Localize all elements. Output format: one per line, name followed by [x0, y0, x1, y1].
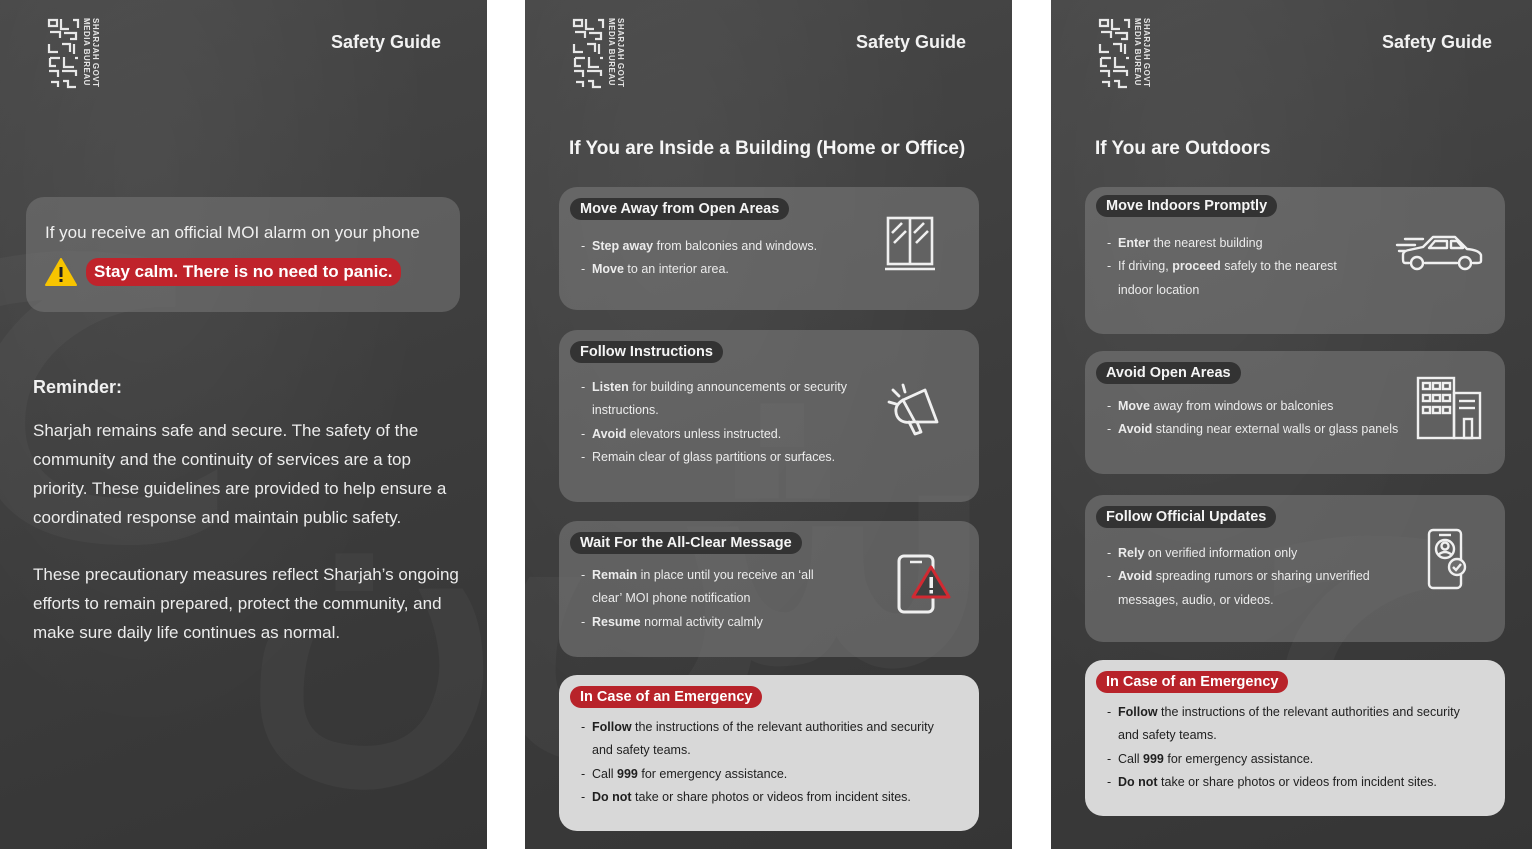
reminder-paragraph: These precautionary measures reflect Sharjah’s ongoing efforts to remain prepared, protect the community, and make sure daily life continues as normal.	[33, 565, 459, 642]
card-emergency	[559, 675, 979, 831]
logo-text: SHARJAH GOVT MEDIA BUREAU	[1133, 18, 1151, 88]
panel-outdoors	[1051, 0, 1532, 849]
sharjah-media-bureau-logo	[1097, 16, 1157, 92]
logo-mark-icon	[1097, 16, 1131, 90]
card-follow-instructions	[559, 330, 979, 502]
card-heading: Follow Official Updates	[1096, 506, 1276, 528]
alert-text: If you receive an official MOI alarm on your phone	[45, 223, 420, 242]
panel-inside-building	[525, 0, 1012, 849]
panel-intro	[0, 0, 487, 849]
list-item: - If driving, proceed safely to the nearest indoor location	[1107, 255, 1357, 302]
list-item: - Listen for building announcements or security instructions.	[581, 376, 851, 423]
bullet-list	[581, 235, 817, 282]
logo-mark-icon	[571, 16, 605, 90]
emergency-heading: In Case of an Emergency	[570, 686, 762, 708]
car-icon	[1395, 231, 1485, 275]
card-official-updates	[1085, 495, 1505, 642]
list-item: - Rely on verified information only	[1107, 542, 1397, 565]
list-item: - Do not take or share photos or videos from incident sites.	[581, 786, 951, 809]
card-heading: Wait For the All-Clear Message	[570, 532, 802, 554]
sharjah-media-bureau-logo	[571, 16, 631, 92]
guide-title: Safety Guide	[330, 32, 441, 52]
logo-text: SHARJAH GOVT MEDIA BUREAU	[607, 18, 625, 88]
list-item: - Follow the instructions of the relevant authorities and security and safety teams.	[581, 716, 951, 763]
logo-text: SHARJAH GOVT MEDIA BUREAU	[82, 18, 100, 88]
bullet-list	[1107, 232, 1357, 302]
card-heading: Move Away from Open Areas	[570, 198, 789, 220]
window-icon	[883, 215, 937, 273]
reminder-heading: Reminder:	[33, 377, 123, 397]
alert-box	[26, 197, 460, 312]
card-all-clear	[559, 521, 979, 657]
building-icon	[1415, 375, 1483, 441]
bullet-list	[581, 716, 951, 810]
logo-mark-icon	[46, 16, 80, 90]
card-avoid-open-areas	[1085, 351, 1505, 474]
card-emergency	[1085, 660, 1505, 816]
bullet-list	[581, 376, 851, 470]
list-item: - Do not take or share photos or videos from incident sites.	[1107, 771, 1477, 794]
list-item: - Remain in place until you receive an ‘all clear’ MOI phone notification	[581, 564, 821, 611]
bullet-list	[1107, 395, 1398, 442]
megaphone-icon	[885, 382, 947, 440]
phone-verified-icon	[1425, 527, 1471, 591]
section-title: If You are Inside a Building (Home or Office)	[569, 138, 966, 159]
sharjah-media-bureau-logo	[46, 16, 106, 92]
reminder-paragraph: Sharjah remains safe and secure. The safety of the community and the continuity of services are a top priority. These guidelines are provided to help ensure a coordinated response and maintain public safety.	[33, 421, 447, 527]
warning-triangle-icon	[44, 257, 78, 287]
list-item: - Move to an interior area.	[581, 258, 817, 281]
list-item: - Resume normal activity calmly	[581, 611, 821, 634]
list-item: - Avoid elevators unless instructed.	[581, 423, 851, 446]
section-title: If You are Outdoors	[1095, 138, 1271, 159]
list-item: - Follow the instructions of the relevant authorities and security and safety teams.	[1107, 701, 1477, 748]
card-move-away	[559, 187, 979, 310]
guide-title: Safety Guide	[855, 32, 966, 52]
card-heading: Follow Instructions	[570, 341, 723, 363]
bullet-list	[1107, 701, 1477, 795]
list-item: - Step away from balconies and windows.	[581, 235, 817, 258]
list-item: - Move away from windows or balconies	[1107, 395, 1398, 418]
list-item: - Avoid standing near external walls or glass panels	[1107, 418, 1398, 441]
card-heading: Move Indoors Promptly	[1096, 195, 1277, 217]
list-item: - Call 999 for emergency assistance.	[581, 763, 951, 786]
phone-alert-icon	[894, 553, 954, 617]
list-item: - Avoid spreading rumors or sharing unverified messages, audio, or videos.	[1107, 565, 1397, 612]
emergency-heading: In Case of an Emergency	[1096, 671, 1288, 693]
card-heading: Avoid Open Areas	[1096, 362, 1241, 384]
bullet-list	[581, 564, 821, 634]
list-item: - Call 999 for emergency assistance.	[1107, 748, 1477, 771]
card-move-indoors	[1085, 187, 1505, 334]
guide-title: Safety Guide	[1381, 32, 1492, 52]
list-item: - Enter the nearest building	[1107, 232, 1357, 255]
list-item: - Remain clear of glass partitions or surfaces.	[581, 446, 851, 469]
bullet-list	[1107, 542, 1397, 612]
calm-message: Stay calm. There is no need to panic.	[86, 258, 401, 286]
